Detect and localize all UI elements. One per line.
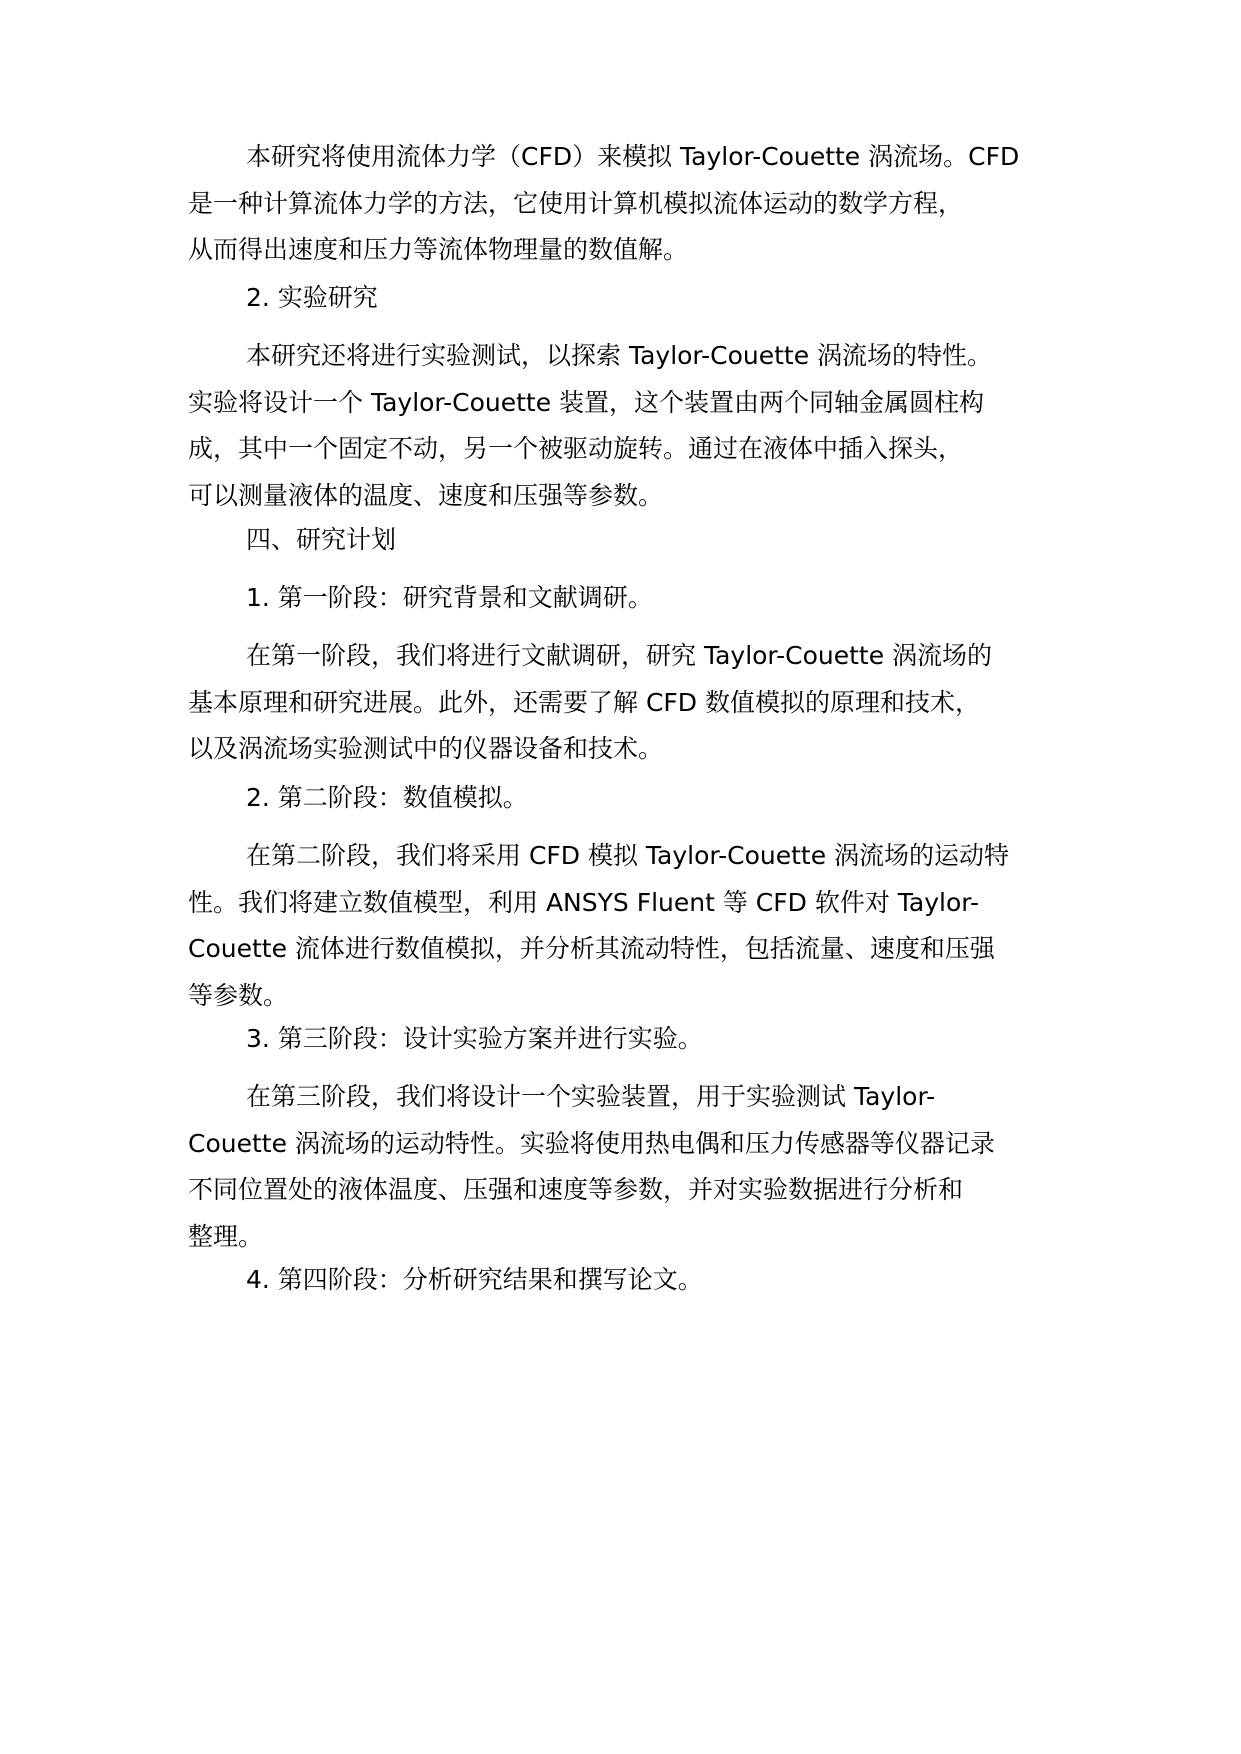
paragraph-line: 在第一阶段，我们将进行文献调研，研究 Taylor-Couette 涡流场的 xyxy=(246,641,993,670)
paragraph-line: 本研究将使用流体力学（CFD）来模拟 Taylor-Couette 涡流场。CFD xyxy=(246,142,1020,171)
section-heading-phase-4 xyxy=(188,1257,1056,1304)
paragraph-line: Couette 涡流场的运动特性。实验将使用热电偶和压力传感器等仪器记录 xyxy=(188,1128,995,1158)
paragraph-line: 基本原理和研究进展。此外，还需要了解 CFD 数值模拟的原理和技术， xyxy=(188,687,980,717)
paragraph-line: Couette 流体进行数值模拟，并分析其流动特性，包括流量、速度和压强 xyxy=(188,934,995,963)
paragraph-line: 本研究还将进行实验测试，以探索 Taylor-Couette 涡流场的特性。 xyxy=(246,341,993,370)
paragraph-phase-1 xyxy=(188,633,1056,773)
heading-text: 2. 第二阶段：数值模拟。 xyxy=(246,783,528,812)
paragraph-line: 在第二阶段，我们将采用 CFD 模拟 Taylor-Couette 涡流场的运动特 xyxy=(246,841,1010,870)
heading-text: 2. 实验研究 xyxy=(246,283,378,312)
heading-text: 1. 第一阶段：研究背景和文献调研。 xyxy=(246,583,653,612)
heading-text: 四、研究计划 xyxy=(246,525,397,554)
paragraph-line: 在第三阶段，我们将设计一个实验装置，用于实验测试 Taylor- xyxy=(246,1082,936,1111)
paragraph-phase-3 xyxy=(188,1074,1056,1260)
heading-text: 4. 第四阶段：分析研究结果和撰写论文。 xyxy=(246,1265,703,1294)
section-heading-plan xyxy=(188,517,1056,564)
section-heading-experiment xyxy=(188,275,1056,322)
section-heading-phase-1 xyxy=(188,575,1056,622)
paragraph-line: 可以测量液体的温度、速度和压强等参数。 xyxy=(188,480,664,510)
paragraph-line: 是一种计算流体力学的方法，它使用计算机模拟流体运动的数学方程， xyxy=(188,188,964,218)
paragraph-phase-2 xyxy=(188,833,1056,1019)
paragraph-line: 成，其中一个固定不动，另一个被驱动旋转。通过在液体中插入探头， xyxy=(188,434,964,463)
paragraph-line: 以及涡流场实验测试中的仪器设备和技术。 xyxy=(188,734,664,763)
paragraph-cfd-intro xyxy=(188,134,1056,274)
paragraph-line: 实验将设计一个 Taylor-Couette 装置，这个装置由两个同轴金属圆柱构 xyxy=(188,387,985,417)
paragraph-line: 不同位置处的液体温度、压强和速度等参数，并对实验数据进行分析和 xyxy=(188,1175,964,1204)
paragraph-line: 性。我们将建立数值模型，利用 ANSYS Fluent 等 CFD 软件对 Taylor- xyxy=(188,887,979,917)
paragraph-line: 整理。 xyxy=(188,1221,264,1251)
paragraph-line: 等参数。 xyxy=(188,980,289,1010)
paragraph-experiment xyxy=(188,333,1056,519)
paragraph-line: 从而得出速度和压力等流体物理量的数值解。 xyxy=(188,235,689,264)
section-heading-phase-2 xyxy=(188,775,1056,822)
section-heading-phase-3 xyxy=(188,1016,1056,1063)
heading-text: 3. 第三阶段：设计实验方案并进行实验。 xyxy=(246,1024,703,1053)
